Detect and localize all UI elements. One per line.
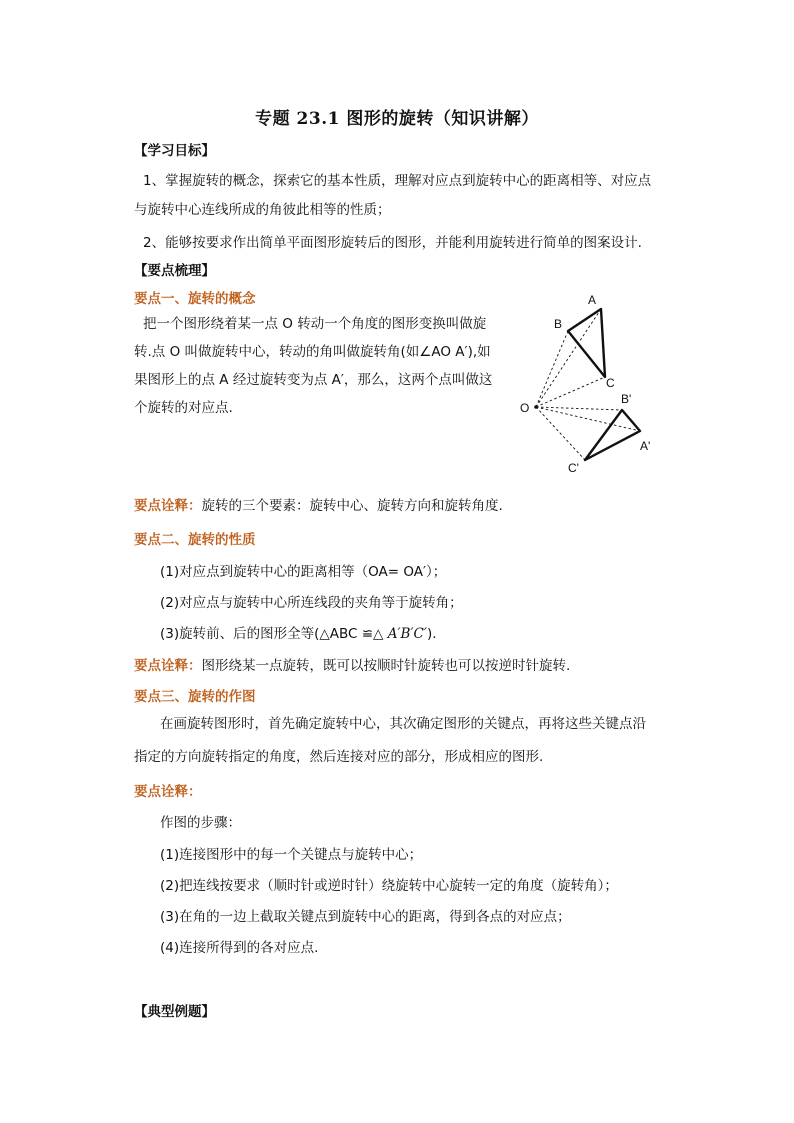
- label-b-prime: B': [621, 392, 632, 406]
- triangle-a2b2c2: [585, 410, 640, 460]
- rotation-figure: [510, 288, 670, 478]
- label-a-prime: A': [640, 439, 651, 453]
- dashed-ob: [536, 331, 568, 407]
- step-3: (3)在角的一边上截取关键点到旋转中心的距离，得到各点的对应点；: [160, 909, 571, 925]
- point1-line4: 个旋转的对应点.: [134, 400, 233, 416]
- label-a: A: [588, 293, 597, 307]
- point1-line1: 把一个图形绕着某一点 O 转动一个角度的图形变换叫做旋: [143, 316, 487, 332]
- point2-heading: 要点二、旋转的性质: [134, 532, 256, 548]
- objective-2: 2、能够按要求作出简单平面图形旋转后的图形，并能利用旋转进行简单的图案设计.: [143, 235, 642, 251]
- point3-heading: 要点三、旋转的作图: [134, 689, 256, 705]
- objectives-heading: 【学习目标】: [134, 143, 215, 159]
- point3-para-line2: 指定的方向旋转指定的角度，然后连接对应的部分，形成相应的图形.: [134, 749, 544, 765]
- point2-item3-prefix: (3)旋转前、后的图形全等(△ABC ≌△: [160, 626, 388, 642]
- triangle-abc: [568, 309, 605, 377]
- dashed-ob2: [536, 407, 622, 410]
- label-c: C: [606, 376, 615, 390]
- point2-item3-suffix: ).: [426, 626, 437, 642]
- label-o: O: [520, 401, 530, 415]
- dashed-oa2: [536, 407, 640, 431]
- point1-note-label: 要点诠释：: [134, 498, 202, 514]
- point2-item1: (1)对应点到旋转中心的距离相等（OA= OA′）；: [160, 564, 447, 580]
- point1-heading: 要点一、旋转的概念: [134, 291, 256, 307]
- dashed-oc2: [536, 407, 585, 460]
- point3-para-line1: 在画旋转图形时，首先确定旋转中心，其次确定图形的关键点，再将这些关键点沿: [160, 716, 646, 732]
- point2-item3-math: A′B′C′: [387, 626, 427, 642]
- point2-note-text: 图形绕某一点旋转，既可以按顺时针旋转也可以按逆时针旋转.: [201, 658, 571, 674]
- point1-note: [134, 494, 503, 514]
- page-title: 专题 23.1 图形的旋转（知识讲解）: [255, 109, 539, 129]
- point1-line2: 转.点 O 叫做旋转中心，转动的角叫做旋转角(如∠AO A′),如: [134, 344, 491, 360]
- point3-note-label: 要点诠释：: [134, 784, 202, 800]
- center-point: [534, 405, 538, 409]
- step-1: (1)连接图形中的每一个关键点与旋转中心；: [160, 847, 423, 863]
- point2-item3: [160, 622, 437, 642]
- dashed-oc: [536, 377, 605, 407]
- summary-heading: 【要点梳理】: [134, 263, 215, 279]
- objective-1-line2: 与旋转中心连线所成的角彼此相等的性质；: [134, 202, 391, 218]
- step-4: (4)连接所得到的各对应点.: [160, 940, 319, 956]
- point1-line3: 果图形上的点 A 经过旋转变为点 A′，那么，这两个点叫做这: [134, 372, 493, 388]
- objective-1-line1: 1、掌握旋转的概念，探索它的基本性质，理解对应点到旋转中心的距离相等、对应点: [143, 173, 652, 189]
- step-2: (2)把连线按要求（顺时针或逆时针）绕旋转中心旋转一定的角度（旋转角）；: [160, 878, 618, 894]
- label-b: B: [554, 317, 563, 331]
- label-c-prime: C': [568, 461, 579, 475]
- point2-note: [134, 654, 570, 674]
- point2-item2: (2)对应点与旋转中心所连线段的夹角等于旋转角；: [160, 595, 463, 611]
- point1-note-text: 旋转的三个要素：旋转中心、旋转方向和旋转角度.: [201, 498, 503, 514]
- point2-note-label: 要点诠释：: [134, 658, 202, 674]
- examples-heading: 【典型例题】: [134, 1004, 215, 1020]
- steps-intro: 作图的步骤：: [160, 815, 241, 831]
